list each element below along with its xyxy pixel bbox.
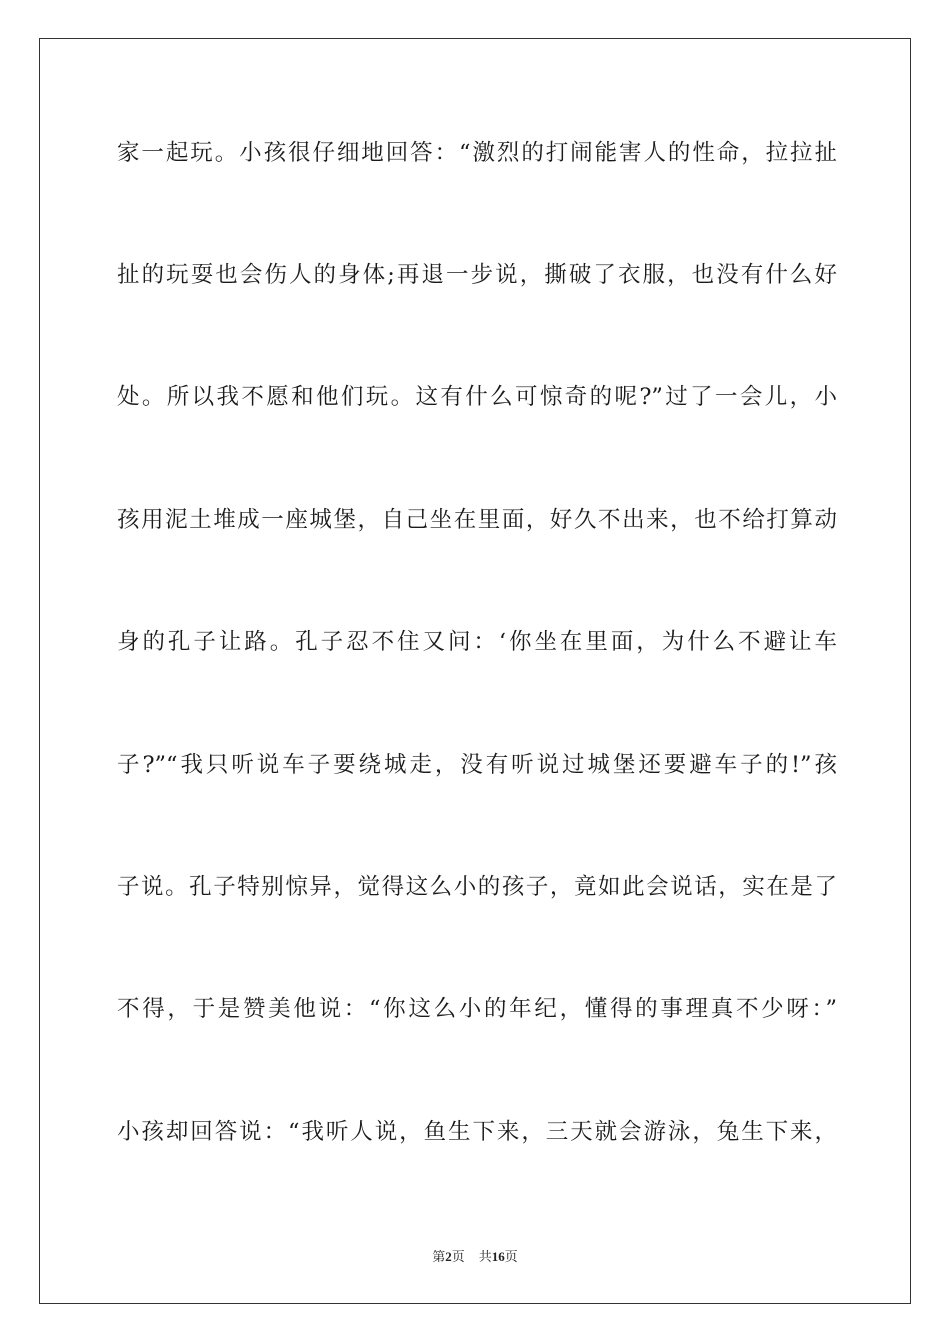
text-line: 身的孔子让路。孔子忍不住又问：‘你坐在里面，为什么不避让车	[117, 629, 837, 655]
text-line: 子?”“我只听说车子要绕城走，没有听说过城堡还要避车子的!”孩	[117, 752, 837, 778]
page-number: 2	[445, 1249, 452, 1264]
text-line: 处。所以我不愿和他们玩。这有什么可惊奇的呢?”过了一会儿，小	[117, 384, 837, 410]
page-footer	[0, 1248, 950, 1267]
text-line: 子说。孔子特别惊异，觉得这么小的孩子，竟如此会说话，实在是了	[117, 874, 837, 900]
page-label-suffix: 页	[451, 1250, 465, 1265]
page-border	[39, 38, 911, 1304]
text-line: 小孩却回答说：“我听人说，鱼生下来，三天就会游泳，兔生下来，	[117, 1119, 837, 1145]
text-line: 孩用泥土堆成一座城堡，自己坐在里面，好久不出来，也不给打算动	[117, 507, 837, 533]
text-line: 不得，于是赞美他说：“你这么小的年纪，懂得的事理真不少呀：”	[117, 996, 837, 1022]
total-label-prefix: 共	[478, 1250, 492, 1265]
total-label-suffix: 页	[504, 1250, 518, 1265]
page-label-prefix: 第	[432, 1250, 446, 1265]
text-line: 扯的玩耍也会伤人的身体;再退一步说，撕破了衣服，也没有什么好	[117, 262, 837, 288]
text-line: 家一起玩。小孩很仔细地回答：“激烈的打闹能害人的性命，拉拉扯	[117, 140, 837, 166]
total-pages: 16	[491, 1249, 505, 1264]
